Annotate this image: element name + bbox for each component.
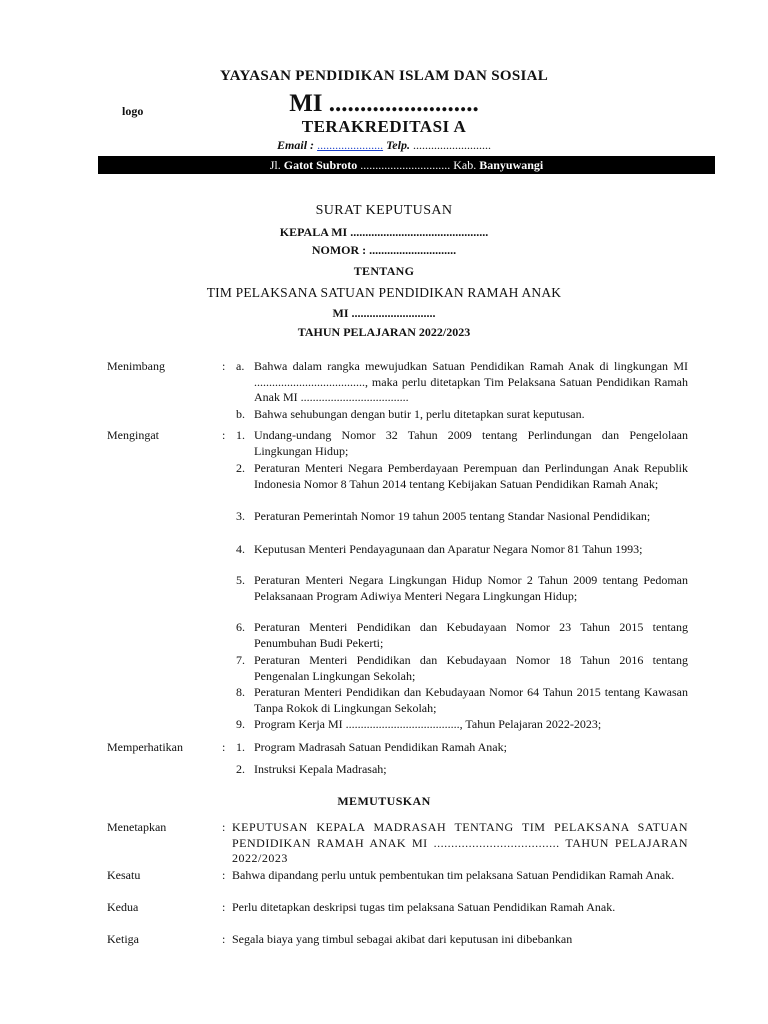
decision-text: Segala biaya yang timbul sebagai akibat dari keputusan ini dibebankan (232, 932, 573, 946)
doc-subject-school: MI ............................ (332, 306, 436, 320)
menimbang-item: Bahwa sehubungan dengan butir 1, perlu ditetapkan surat keputusan. (254, 407, 585, 421)
address-street: Gatot Subroto (283, 158, 358, 172)
email-link[interactable]: ...................... (317, 138, 384, 152)
doc-number: NOMOR : ............................. (311, 243, 457, 257)
mengingat-item: Peraturan Pemerintah Nomor 19 tahun 2005 tentang Standar Nasional Pendidikan; (254, 509, 651, 523)
school-name: MI ........................ (289, 90, 479, 117)
decision-text: Perlu ditetapkan deskripsi tugas tim pelaksana Satuan Pendidikan Ramah Anak. (232, 900, 616, 914)
contact-line (0, 138, 768, 153)
colon: : (222, 868, 226, 882)
colon: : (222, 932, 226, 946)
organization-name: YAYASAN PENDIDIKAN ISLAM DAN SOSIAL (219, 68, 549, 84)
menimbang-label: Menimbang (107, 359, 165, 373)
address-dots: .............................. (360, 158, 451, 172)
mengingat-item: Peraturan Menteri Negara Pemberdayaan Perempuan dan Perlindungan Anak Republik Indonesia Nomor 8 Tahun 2014 tentang Kebijakan Satuan Pendidikan Ramah Anak; (254, 461, 688, 491)
item-number: 6. (236, 620, 245, 634)
memperhatikan-item: Program Madrasah Satuan Pendidikan Ramah Anak; (254, 740, 507, 754)
item-number: 2. (236, 461, 245, 475)
menimbang-item: Bahwa dalam rangka mewujudkan Satuan Pendidikan Ramah Anak di lingkungan MI ....................................., maka perlu ditetapkan Tim Pelaksana Satuan Pendidikan Ramah Anak MI .................................... (254, 359, 688, 404)
item-number: a. (236, 359, 245, 373)
address-city: Banyuwangi (479, 158, 544, 172)
mengingat-item: Peraturan Menteri Negara Lingkungan Hidup Nomor 2 Tahun 2009 tentang Pedoman Pelaksanaan Program Adiwiya Menteri Negara Lingkungan Hidup; (254, 573, 688, 603)
mengingat-item: Peraturan Menteri Pendidikan dan Kebudayaan Nomor 18 Tahun 2016 tentang Pengenalan Lingkungan Sekolah; (254, 653, 688, 683)
address-jl: Jl. (269, 158, 281, 172)
telp-value: .......................... (412, 138, 491, 152)
decision-label: Menetapkan (107, 820, 167, 834)
item-number: b. (236, 407, 245, 421)
colon: : (222, 428, 226, 442)
doc-title: SURAT KEPUTUSAN (315, 203, 453, 218)
item-number: 7. (236, 653, 245, 667)
mengingat-item: Undang-undang Nomor 32 Tahun 2009 tentang Perlindungan dan Pengelolaan Lingkungan Hidup; (254, 428, 688, 458)
colon: : (222, 740, 226, 754)
decision-text: KEPUTUSAN KEPALA MADRASAH TENTANG TIM PELAKSANA SATUAN PENDIDIKAN RAMAH ANAK MI .................................... TAHUN PELAJARAN 2022/2023 (232, 820, 688, 865)
item-number: 1. (236, 428, 245, 442)
item-number: 4. (236, 542, 245, 556)
doc-about: TENTANG (353, 264, 415, 278)
mengingat-item: Program Kerja MI ......................................, Tahun Pelajaran 2022-2023; (254, 717, 602, 731)
address-bar (98, 156, 715, 174)
doc-year: TAHUN PELAJARAN 2022/2023 (297, 325, 471, 339)
colon: : (222, 359, 226, 373)
memutuskan-heading: MEMUTUSKAN (337, 794, 431, 808)
item-number: 3. (236, 509, 245, 523)
item-number: 1. (236, 740, 245, 754)
mengingat-item: Peraturan Menteri Pendidikan dan Kebudayaan Nomor 64 Tahun 2015 tentang Kawasan Tanpa Rokok di Lingkungan Sekolah; (254, 685, 688, 715)
decision-label: Kesatu (107, 868, 141, 882)
mengingat-item: Peraturan Menteri Pendidikan dan Kebudayaan Nomor 23 Tahun 2015 tentang Penumbuhan Budi Pekerti; (254, 620, 688, 650)
doc-issuer: KEPALA MI .............................................. (279, 225, 489, 239)
decision-label: Ketiga (107, 932, 139, 946)
colon: : (222, 900, 226, 914)
item-number: 5. (236, 573, 245, 587)
item-number: 2. (236, 762, 245, 776)
item-number: 8. (236, 685, 245, 699)
doc-subject: TIM PELAKSANA SATUAN PENDIDIKAN RAMAH ANAK (206, 285, 562, 300)
mengingat-label: Mengingat (107, 428, 159, 442)
telp-label: Telp. (386, 138, 410, 152)
memperhatikan-item: Instruksi Kepala Madrasah; (254, 762, 387, 776)
item-number: 9. (236, 717, 245, 731)
logo-placeholder: logo (122, 104, 144, 118)
mengingat-item: Keputusan Menteri Pendayagunaan dan Aparatur Negara Nomor 81 Tahun 1993; (254, 542, 643, 556)
email-label: Email : (277, 138, 315, 152)
accreditation: TERAKREDITASI A (301, 117, 467, 136)
address-kab: Kab. (453, 158, 477, 172)
memperhatikan-label: Memperhatikan (107, 740, 183, 754)
decision-label: Kedua (107, 900, 139, 914)
decision-text: Bahwa dipandang perlu untuk pembentukan tim pelaksana Satuan Pendidikan Ramah Anak. (232, 868, 675, 882)
colon: : (222, 820, 226, 834)
